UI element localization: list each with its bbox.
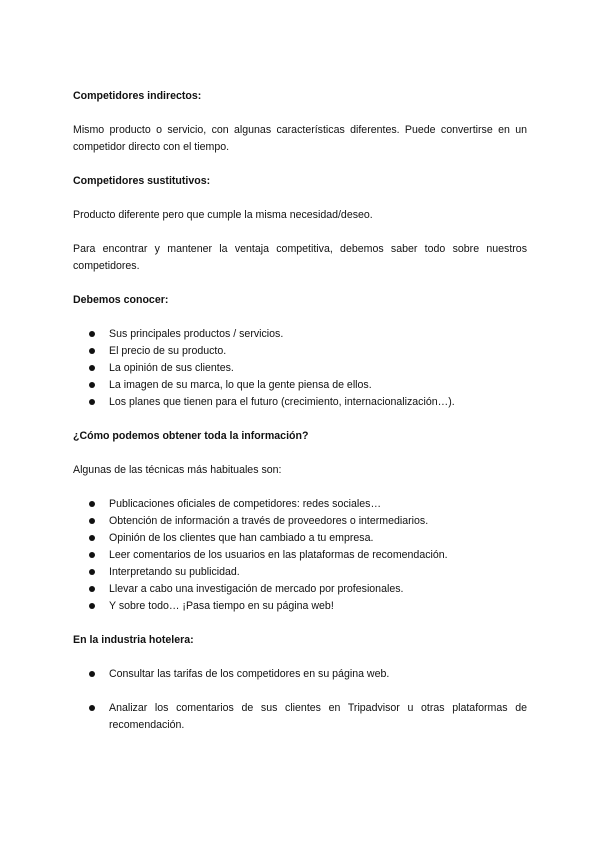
list-item: Los planes que tienen para el futuro (crecimiento, internacionalización…).: [73, 394, 527, 411]
bullet-icon: [89, 382, 95, 388]
list-item: La imagen de su marca, lo que la gente piensa de ellos.: [73, 377, 527, 394]
list-item: Publicaciones oficiales de competidores: redes sociales…: [73, 496, 527, 513]
bullet-icon: [89, 331, 95, 337]
list-item: La opinión de sus clientes.: [73, 360, 527, 377]
bullet-icon: [89, 671, 95, 677]
bullet-icon: [89, 586, 95, 592]
bullet-icon: [89, 603, 95, 609]
bullet-icon: [89, 365, 95, 371]
bullet-icon: [89, 399, 95, 405]
list-item: Obtención de información a través de proveedores o intermediarios.: [73, 513, 527, 530]
list-item: Llevar a cabo una investigación de mercado por profesionales.: [73, 581, 527, 598]
bullet-icon: [89, 569, 95, 575]
bullet-icon: [89, 518, 95, 524]
paragraph-competitive-advantage: Para encontrar y mantener la ventaja competitiva, debemos saber todo sobre nuestros competidores.: [73, 243, 527, 272]
bullet-icon: [89, 552, 95, 558]
list-hotel-industry: [73, 666, 527, 751]
list-item: Sus principales productos / servicios.: [73, 326, 527, 343]
paragraph-substitute-competitors: Producto diferente pero que cumple la misma necesidad/deseo.: [73, 209, 373, 221]
heading-hotel-industry: En la industria hotelera:: [73, 634, 194, 646]
list-item: Opinión de los clientes que han cambiado a tu empresa.: [73, 530, 527, 547]
heading-substitute-competitors: Competidores sustitutivos:: [73, 175, 211, 187]
heading-indirect-competitors: Competidores indirectos:: [73, 90, 202, 102]
list-must-know: [73, 326, 527, 411]
list-item: Y sobre todo… ¡Pasa tiempo en su página web!: [73, 598, 527, 615]
bullet-icon: [89, 705, 95, 711]
list-techniques: [73, 496, 527, 615]
bullet-icon: [89, 535, 95, 541]
heading-must-know: Debemos conocer:: [73, 294, 169, 306]
bullet-icon: [89, 348, 95, 354]
paragraph-techniques-intro: Algunas de las técnicas más habituales son:: [73, 464, 282, 476]
list-item: El precio de su producto.: [73, 343, 527, 360]
bullet-icon: [89, 501, 95, 507]
list-item: Consultar las tarifas de los competidores en su página web.: [73, 666, 527, 683]
list-item: Interpretando su publicidad.: [73, 564, 527, 581]
list-item: Leer comentarios de los usuarios en las plataformas de recomendación.: [73, 547, 527, 564]
paragraph-indirect-competitors: Mismo producto o servicio, con algunas características diferentes. Puede convertirse en un competidor directo con el tiempo.: [73, 124, 527, 153]
heading-how-obtain-info: ¿Cómo podemos obtener toda la información?: [73, 430, 309, 442]
list-item: Analizar los comentarios de sus clientes en Tripadvisor u otras plataformas de recomendación.: [73, 700, 527, 734]
